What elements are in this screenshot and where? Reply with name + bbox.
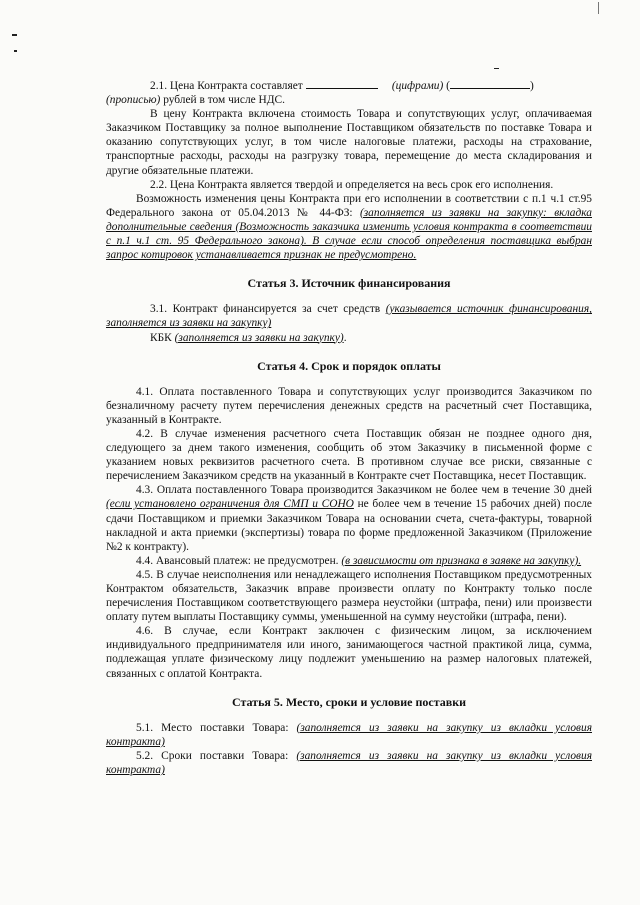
article-4-heading: Статья 4. Срок и порядок оплаты: [257, 358, 441, 373]
document-body: [106, 78, 592, 777]
clause-2-1-price-includes: В цену Контракта включена стоимость Товара и сопутствующих услуг, оплачиваемая Заказчиком Поставщику за полное выполнение Поставщиком обязательств по поставке Товара и оказанию сопутствующих услуг, в том числе налоговые платежи, расходы на страхование, транспортные расходы, расходы на разгрузку товара, перемещение до места складирования и другие обязательные платежи.: [106, 108, 592, 177]
article-5-heading: Статья 5. Место, сроки и условие поставки: [231, 694, 467, 709]
clause-2-2-price-change: Возможность изменения цены Контракта при его исполнении в соответствии с п.1 ч.1 ст.95 Федерального закона от 05.04.2013 № 44-ФЗ: (заполняется из заявки на закупку: вкладка дополнительные сведения (Возможность заказчика изменить условия контракта в соответствии с п.1 ч.1 ст. 95 Федерального закона). В случае если способ определения поставщика выбран запрос котировок устанавливается признак не предусмотрено.: [106, 192, 592, 262]
clause-4-1: 4.1. Оплата поставленного Товара и сопутствующих услуг производится Заказчиком по безналичному расчету путем перечисления денежных средств на расчетный счет Поставщика, указанный в Контракте.: [106, 385, 592, 426]
price-blank: [306, 78, 378, 89]
clause-2-2: 2.2. Цена Контракта является твердой и определяется на весь срок его исполнения.: [150, 178, 554, 191]
scan-mark-left-2: [14, 50, 17, 52]
scan-mark-left: [12, 34, 17, 36]
article-3-heading: Статья 3. Источник финансирования: [247, 276, 451, 291]
kbk-line: КБК (заполняется из заявки на закупку).: [150, 331, 347, 344]
clause-5-1: 5.1. Место поставки Товара: (заполняется из заявки на закупку из вкладки условия контракта): [106, 721, 592, 748]
scan-mark-dot: [494, 68, 499, 69]
price-digits-blank: [450, 78, 530, 89]
scan-mark-top: [598, 2, 599, 14]
clause-5-2: 5.2. Сроки поставки Товара: (заполняется из заявки на закупку из вкладки условия контракта): [106, 749, 592, 777]
clause-4-6: 4.6. В случае, если Контракт заключен с физическим лицом, за исключением индивидуального предпринимателя или иного, занимающегося частной практикой лица, сумма, подлежащая уплате физическому лицу подлежит уменьшению на размер налоговых платежей, связанных с оплатой Контракта.: [106, 625, 592, 680]
clause-4-2: 4.2. В случае изменения расчетного счета Поставщик обязан не позднее одного дня, следующего за днем такого изменения, сообщить об этом Заказчику в письменной форме с указанием новых реквизитов расчетного счета. В противном случае все риски, связанные с перечислением Заказчиком средств на указанный в Контракте счет Поставщика, несет Поставщик.: [106, 427, 592, 483]
clause-4-3: 4.3. Оплата поставленного Товара производится Заказчиком не более чем в течение 30 дней (если установлено ограничения для СМП и СОНО не более чем в течение 15 рабочих дней) после сдачи Поставщиком и приемки Заказчиком Товара на основании счета, счета-фактуры, товарной накладной и акта приемки (экспертизы) товара по форме предложенной Заказчиком (Приложение №2 к контракту).: [106, 484, 592, 553]
clause-3-1: 3.1. Контракт финансируется за счет средств (указывается источник финансирования, заполняется из заявки на закупку): [106, 303, 592, 330]
clause-2-1: 2.1. Цена Контракта составляет (цифрами) ( ) (прописью) рублей в том числе НДС.: [106, 80, 534, 107]
clause-4-5: 4.5. В случае неисполнения или ненадлежащего исполнения Поставщиком предусмотренных Контрактом обязательств, Заказчик вправе произвести оплату по Контракту только после перечисления Поставщиком соответствующего размера неустойки (штрафа, пени) или произвести оплату путем выплаты Поставщику суммы, уменьшенной на сумму неустойки (штрафа, пени).: [106, 568, 592, 624]
clause-4-4: 4.4. Авансовый платеж: не предусмотрен. (в зависимости от признака в заявке на закупку).: [136, 554, 582, 567]
